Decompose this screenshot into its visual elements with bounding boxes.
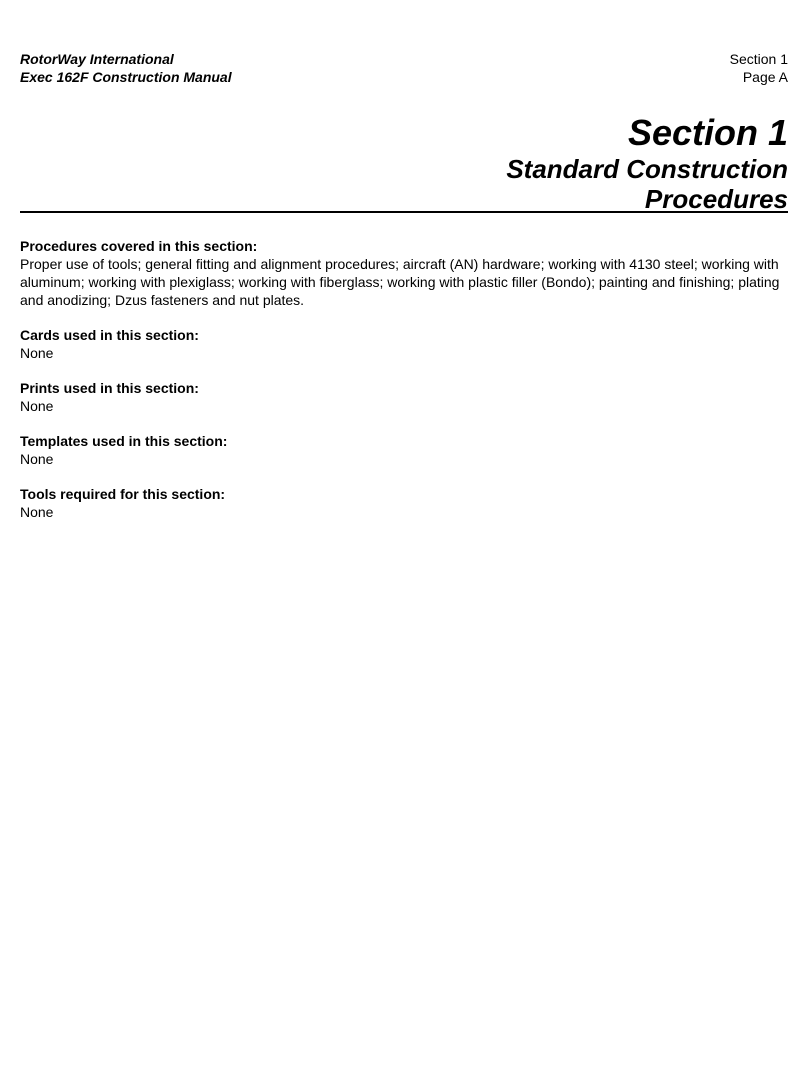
templates-text: None (20, 451, 54, 467)
manual-name: Exec 162F Construction Manual (20, 69, 232, 85)
prints-heading: Prints used in this section: (20, 380, 199, 396)
templates-block (20, 432, 788, 468)
cards-heading: Cards used in this section: (20, 327, 199, 343)
header-section-number: Section 1 (729, 51, 788, 67)
cards-text: None (20, 345, 54, 361)
tools-heading: Tools required for this section: (20, 486, 226, 502)
company-name: RotorWay International (20, 51, 174, 67)
procedures-heading: Procedures covered in this section: (20, 238, 258, 254)
header-page-label: Page A (742, 69, 788, 85)
section-subtitle-line-1: Standard Construction (506, 154, 788, 184)
section-title: Section 1 (627, 112, 788, 153)
prints-text: None (20, 398, 54, 414)
cards-block (20, 326, 788, 362)
section-contents (20, 237, 788, 538)
prints-block (20, 379, 788, 415)
manual-page (20, 0, 788, 1070)
tools-text: None (20, 504, 54, 520)
section-subtitle-line-2: Procedures (644, 184, 788, 214)
section-title-block (506, 112, 788, 214)
title-divider (20, 211, 788, 213)
templates-heading: Templates used in this section: (20, 433, 228, 449)
procedures-text: Proper use of tools; general fitting and alignment procedures; aircraft (AN) hardware; working with 4130 steel; working with aluminum; working with plexiglass; working with fiberglass; working with plastic filler (Bondo); painting and finishing; plating and anodizing; Dzus fasteners and nut plates. (20, 256, 780, 308)
tools-block (20, 485, 788, 521)
procedures-block (20, 237, 788, 309)
running-header-left (20, 50, 232, 86)
running-header-right (730, 50, 788, 86)
